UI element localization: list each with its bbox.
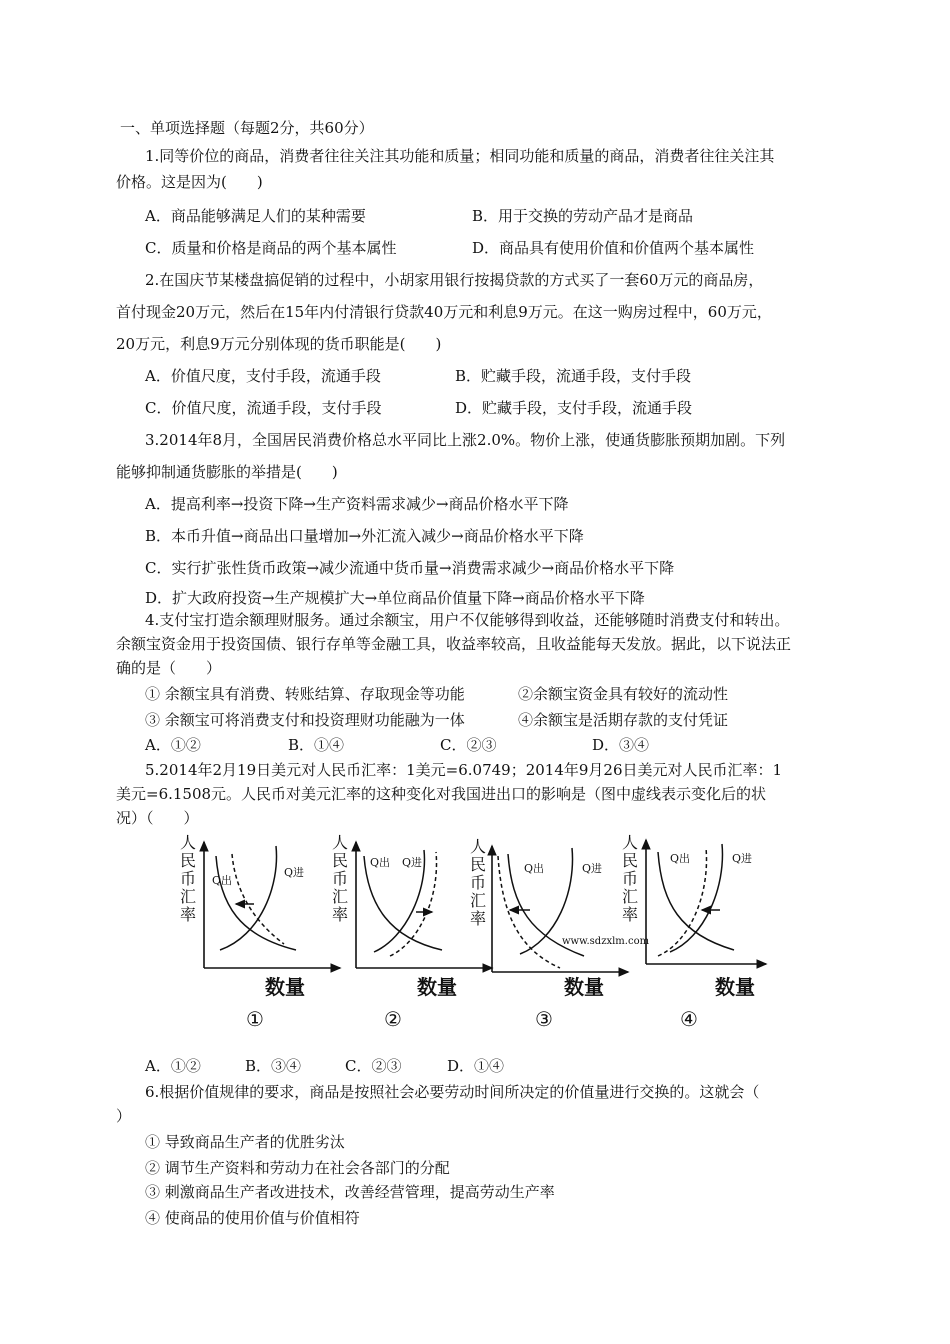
panel-3-x-label: 数量 <box>564 975 604 999</box>
panel-1-y-label-char-5: 率 <box>180 905 197 924</box>
panel-1-y-label-char-1: 人 <box>180 833 197 852</box>
panel-3-y-label-char-3: 币 <box>470 873 487 892</box>
panel-4-q-in-label: Q进 <box>732 852 753 865</box>
panel-3-q-out-label: Q出 <box>524 862 545 875</box>
panel-4 <box>622 833 766 1031</box>
q2-option-a: A．价值尺度，支付手段，流通手段 <box>145 367 381 385</box>
panel-2-x-label: 数量 <box>417 975 457 999</box>
q2-stem-line-1: 2.在国庆节某楼盘搞促销的过程中，小胡家用银行按揭贷款的方式买了一套60万元的商品房， <box>145 271 764 289</box>
q2-option-c: C．价值尺度，流通手段，支付手段 <box>145 399 382 417</box>
panel-4-y-label-char-2: 民 <box>622 851 639 870</box>
panel-1-q-in-label: Q进 <box>284 866 305 879</box>
panel-2-q-out-label: Q出 <box>370 856 391 869</box>
q4-option-d: D．③④ <box>592 736 650 754</box>
panel-2-y-label-char-4: 汇 <box>332 887 349 906</box>
q3-option-c: C．实行扩张性货币政策→减少流通中货币量→消费需求减少→商品价格水平下降 <box>145 559 675 577</box>
panel-4-y-label-char-5: 率 <box>622 905 639 924</box>
panel-1-y-label-char-4: 汇 <box>180 887 197 906</box>
exchange-rate-figure <box>180 826 770 1036</box>
q2-stem-line-3: 20万元，利息9万元分别体现的货币职能是( ) <box>116 335 442 353</box>
q1-option-a: A．商品能够满足人们的某种需要 <box>145 207 366 225</box>
q6-item-2: ② 调节生产资料和劳动力在社会各部门的分配 <box>145 1159 450 1177</box>
panel-3-y-label-char-2: 民 <box>470 855 487 874</box>
q4-item-1: ① 余额宝具有消费、转账结算、存取现金等功能 <box>145 685 465 703</box>
q5-option-a: A．①② <box>145 1057 201 1075</box>
q5-stem-line-1: 5.2014年2月19日美元对人民币汇率：1美元=6.0749；2014年9月26日美元对人民币汇率：1 <box>145 761 783 779</box>
q5-option-b: B．③④ <box>245 1057 302 1075</box>
panel-1-q-in-curve <box>220 846 277 950</box>
panel-3-y-label-char-5: 率 <box>470 909 487 928</box>
panel-1-number: ① <box>246 1007 264 1031</box>
panel-1-q-out-label: Q出 <box>212 874 233 887</box>
q4-item-3: ③ 余额宝可将消费支付和投资理财功能融为一体 <box>145 711 465 729</box>
panel-2-y-label-char-5: 率 <box>332 905 349 924</box>
panel-2-y-label-char-3: 币 <box>332 869 349 888</box>
q2-option-b: B．贮藏手段，流通手段，支付手段 <box>455 367 692 385</box>
panel-4-y-label-char-4: 汇 <box>622 887 639 906</box>
q6-stem-line-2: ） <box>116 1107 132 1125</box>
q4-stem-line-2: 余额宝资金用于投资国债、银行存单等金融工具，收益率较高，且收益能每天发放。据此，以下说法正 <box>116 635 792 653</box>
panel-2 <box>332 833 492 1031</box>
q5-option-d: D．①④ <box>447 1057 505 1075</box>
q1-option-b: B．用于交换的劳动产品才是商品 <box>472 207 694 225</box>
q1-option-c: C．质量和价格是商品的两个基本属性 <box>145 239 397 257</box>
panel-2-q-out-curve <box>364 856 442 950</box>
panel-4-y-label-char-1: 人 <box>622 833 639 852</box>
q4-item-4: ④余额宝是活期存款的支付凭证 <box>518 711 729 729</box>
q3-option-b: B．本币升值→商品出口量增加→外汇流入减少→商品价格水平下降 <box>145 527 584 545</box>
q1-stem-line-1: 1.同等价位的商品，消费者往往关注其功能和质量；相同功能和质量的商品，消费者往往关注其 <box>145 147 775 165</box>
q3-stem-line-2: 能够抑制通货膨胀的举措是( ) <box>116 463 338 481</box>
q4-option-c: C．②③ <box>440 736 497 754</box>
q6-item-4: ④ 使商品的使用价值与价值相符 <box>145 1209 360 1227</box>
q4-option-b: B．①④ <box>288 736 345 754</box>
panel-3-q-in-label: Q进 <box>582 862 603 875</box>
panel-3-number: ③ <box>535 1007 553 1031</box>
q2-option-d: D．贮藏手段，支付手段，流通手段 <box>455 399 693 417</box>
panel-1 <box>180 833 340 1031</box>
watermark-text: www.sdzxlm.com <box>562 936 650 947</box>
q3-option-a: A．提高利率→投资下降→生产资料需求减少→商品价格水平下降 <box>145 495 569 513</box>
q5-option-c: C．②③ <box>345 1057 402 1075</box>
q4-option-a: A．①② <box>145 736 201 754</box>
panel-2-y-label-char-1: 人 <box>332 833 349 852</box>
panel-1-y-label-char-2: 民 <box>180 851 197 870</box>
panel-4-number: ④ <box>680 1007 698 1031</box>
q4-stem-line-3: 确的是（ ） <box>116 659 222 677</box>
q1-stem-line-2: 价格。这是因为( ) <box>116 173 263 191</box>
q4-item-2: ②余额宝资金具有较好的流动性 <box>518 685 729 703</box>
q6-stem-line-1: 6.根据价值规律的要求，商品是按照社会必要劳动时间所决定的价值量进行交换的。这就会（ <box>145 1083 760 1101</box>
q6-item-3: ③ 刺激商品生产者改进技术，改善经营管理，提高劳动生产率 <box>145 1183 555 1201</box>
q3-stem-line-1: 3.2014年8月，全国居民消费价格总水平同比上涨2.0%。物价上涨，使通货膨胀预期加剧。下列 <box>145 431 786 449</box>
panel-3-y-label-char-4: 汇 <box>470 891 487 910</box>
q5-stem-line-3: 况）（ ） <box>116 809 199 827</box>
panel-2-q-in-label: Q进 <box>402 856 423 869</box>
panel-4-x-label: 数量 <box>715 975 755 999</box>
panel-2-number: ② <box>384 1007 402 1031</box>
panel-1-y-label-char-3: 币 <box>180 869 197 888</box>
q2-stem-line-2: 首付现金20万元，然后在15年内付清银行贷款40万元和利息9万元。在这一购房过程中，60万元， <box>116 303 772 321</box>
panel-3-y-label-char-1: 人 <box>470 837 487 856</box>
panel-4-q-out-label: Q出 <box>670 852 691 865</box>
section-title: 一、单项选择题（每题2分，共60分） <box>120 119 374 137</box>
q4-stem-line-1: 4.支付宝打造余额理财服务。通过余额宝，用户不仅能够得到收益，还能够随时消费支付和转出。 <box>145 611 790 629</box>
panel-4-y-label-char-3: 币 <box>622 869 639 888</box>
q6-item-1: ① 导致商品生产者的优胜劣汰 <box>145 1133 345 1151</box>
q3-option-d: D．扩大政府投资→生产规模扩大→单位商品价值量下降→商品价格水平下降 <box>145 589 645 607</box>
panel-2-y-label-char-2: 民 <box>332 851 349 870</box>
exchange-rate-diagrams <box>180 826 770 1036</box>
q5-stem-line-2: 美元=6.1508元。人民币对美元汇率的这种变化对我国进出口的影响是（图中虚线表示变化后的状 <box>116 785 767 803</box>
q1-option-d: D．商品具有使用价值和价值两个基本属性 <box>472 239 755 257</box>
panel-1-x-label: 数量 <box>265 975 305 999</box>
